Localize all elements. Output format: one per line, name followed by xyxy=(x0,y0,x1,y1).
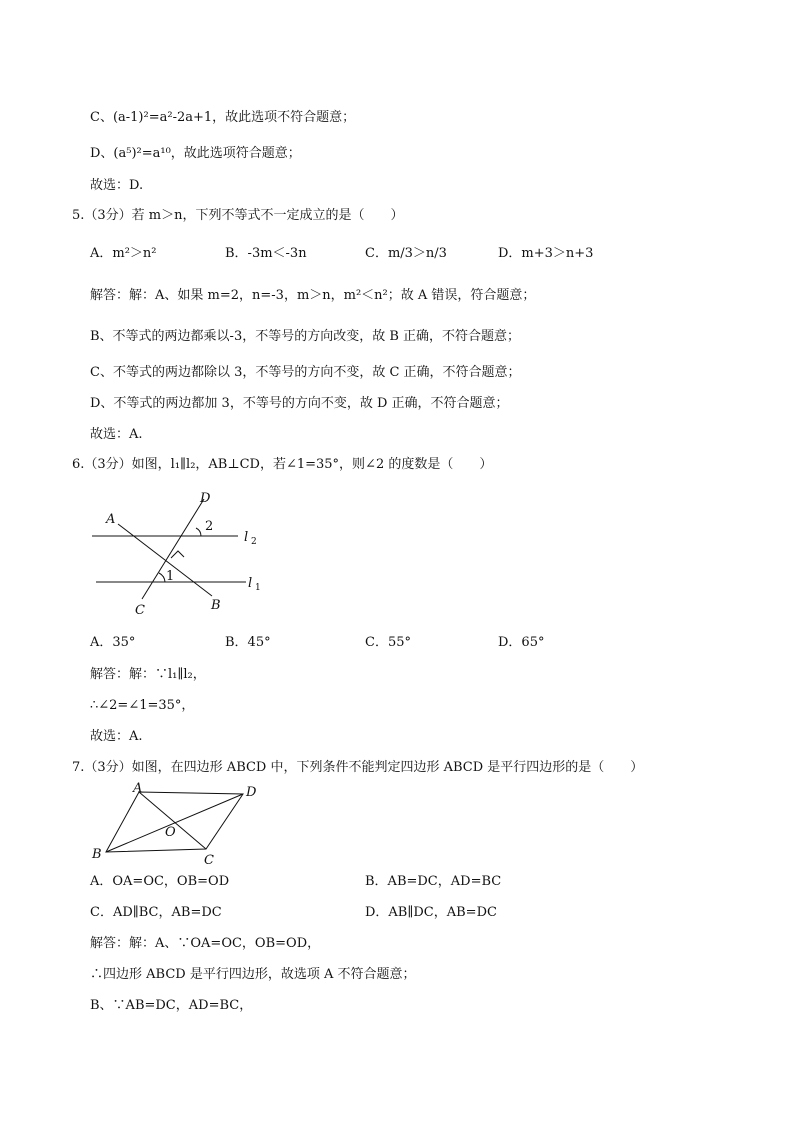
q6-solution-line: 解答：解：∵l₁∥l₂， xyxy=(90,667,206,682)
label-l1: l xyxy=(248,576,253,591)
q6-solution-line: ∴∠2=∠1=35°， xyxy=(90,698,195,713)
q7-option-c: C．AD∥BC，AB=DC xyxy=(90,905,222,920)
q5-solution-line: C、不等式的两边都除以 3，不等号的方向不变，故 C 正确，不符合题意； xyxy=(90,365,521,380)
line-ab xyxy=(118,524,212,596)
label-d: D xyxy=(200,491,211,506)
q6-option-d: D．65° xyxy=(498,635,545,650)
label-a: A xyxy=(133,781,143,796)
label-b: B xyxy=(211,598,221,613)
q5-stem: 5.（3分）若 m＞n，下列不等式不一定成立的是（ ） xyxy=(72,208,404,223)
q6-stem: 6.（3分）如图，l₁∥l₂，AB⊥CD，若∠1=35°，则∠2 的度数是（ ） xyxy=(72,457,493,472)
right-angle-mark xyxy=(171,551,184,558)
q7-option-b: B．AB=DC，AD=BC xyxy=(365,874,502,889)
q5-solution-line: D、不等式的两边都加 3，不等号的方向不变，故 D 正确，不符合题意； xyxy=(90,396,509,411)
label-l2-subscript: 2 xyxy=(251,537,257,547)
q5-option-d: D．m+3＞n+3 xyxy=(498,246,594,261)
q5-solution-line: 故选：A. xyxy=(90,427,143,442)
q5-solution-line: B、不等式的两边都乘以-3，不等号的方向改变，故 B 正确，不符合题意； xyxy=(90,329,521,344)
q7-figure xyxy=(88,780,268,870)
q6-option-c: C．55° xyxy=(365,635,411,650)
q7-solution-line: B、∵AB=DC，AD=BC， xyxy=(90,998,253,1013)
q4-choice: 故选：D. xyxy=(90,178,144,193)
q7-solution-line: 解答：解：A、∵OA=OC，OB=OD， xyxy=(90,936,321,951)
label-l1-subscript: 1 xyxy=(255,583,261,593)
q4-option-c-analysis: C、(a-1)²=a²-2a+1，故此选项不符合题意； xyxy=(90,110,356,125)
q6-option-a: A．35° xyxy=(90,635,136,650)
label-a: A xyxy=(106,512,116,527)
q5-option-a: A．m²＞n² xyxy=(90,246,157,261)
label-b: B xyxy=(92,847,102,862)
q6-solution-line: 故选：A. xyxy=(90,729,143,744)
label-c: C xyxy=(204,853,214,868)
q7-stem: 7.（3分）如图，在四边形 ABCD 中，下列条件不能判定四边形 ABCD 是平行四边形的是（ ） xyxy=(72,760,644,775)
q4-option-d-analysis: D、(a⁵)²=a¹⁰，故此选项符合题意； xyxy=(90,146,301,161)
label-l2: l xyxy=(244,530,249,545)
q5-solution-line: 解答：解：A、如果 m=2，n=-3，m＞n，m²＜n²；故 A 错误，符合题意； xyxy=(90,288,536,303)
angle-1-arc xyxy=(159,573,165,582)
q6-figure xyxy=(90,485,280,620)
label-angle-2: 2 xyxy=(205,519,214,534)
q7-solution-line: ∴四边形 ABCD 是平行四边形，故选项 A 不符合题意； xyxy=(90,967,416,982)
diagonal-ac xyxy=(139,792,206,849)
q6-option-b: B．45° xyxy=(225,635,271,650)
q7-option-a: A．OA=OC，OB=OD xyxy=(90,874,230,889)
label-o: O xyxy=(165,825,176,840)
q5-option-b: B．-3m＜-3n xyxy=(225,246,307,261)
q5-option-c: C．m/3＞n/3 xyxy=(365,246,447,261)
label-c: C xyxy=(135,603,145,618)
diagonal-bd xyxy=(106,794,243,852)
label-d: D xyxy=(246,785,257,800)
label-angle-1: 1 xyxy=(166,569,175,584)
angle-2-arc xyxy=(196,528,201,536)
q7-option-d: D．AB∥DC，AB=DC xyxy=(365,905,497,920)
